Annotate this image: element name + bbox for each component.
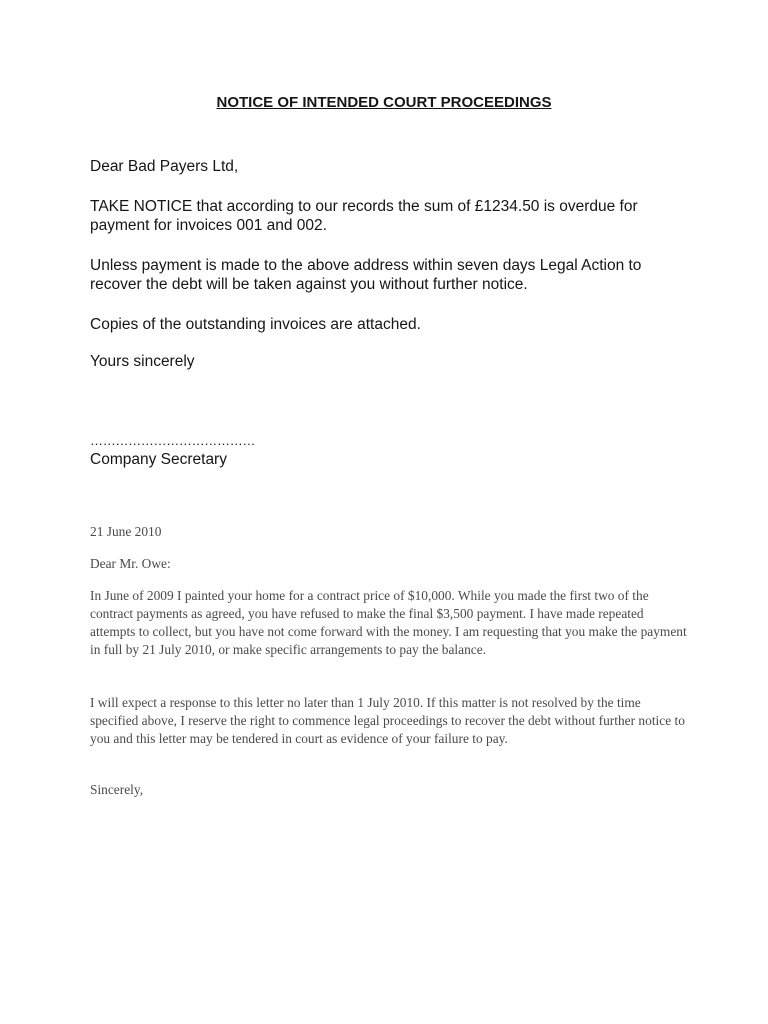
letter-paragraph-2: I will expect a response to this letter no later than 1 July 2010. If this matter is not resolved by the time specified above, I reserve the right to commence legal proceedings to recover the debt without further notice to you and this letter may be tendered in court as evidence of your failure to pay. [90, 695, 685, 746]
letter-closing: Sincerely, [90, 782, 144, 797]
notice-paragraph-2: Unless payment is made to the above address within seven days Legal Action to recover the debt will be taken against you without further notice. [90, 257, 642, 293]
notice-paragraph-3: Copies of the outstanding invoices are attached. [90, 316, 421, 333]
letter-date: 21 June 2010 [90, 524, 162, 539]
notice-signatory: Company Secretary [90, 451, 227, 468]
letter-salutation: Dear Mr. Owe: [90, 556, 171, 571]
notice-salutation: Dear Bad Payers Ltd, [90, 158, 239, 175]
notice-closing: Yours sincerely [90, 353, 195, 370]
signature-line: ………………………………… [90, 433, 256, 448]
letter-paragraph-1: In June of 2009 I painted your home for a contract price of $10,000. While you made the first two of the contract payments as agreed, you have refused to make the final $3,500 payment. I have made repeated attempts to collect, but you have not come forward with the money. I am requesting that you make the payment in full by 21 July 2010, or make specific arrangements to pay the balance. [90, 588, 687, 657]
notice-paragraph-1: TAKE NOTICE that according to our records the sum of £1234.50 is overdue for payment for invoices 001 and 002. [90, 198, 638, 234]
notice-title: NOTICE OF INTENDED COURT PROCEEDINGS [216, 94, 552, 111]
